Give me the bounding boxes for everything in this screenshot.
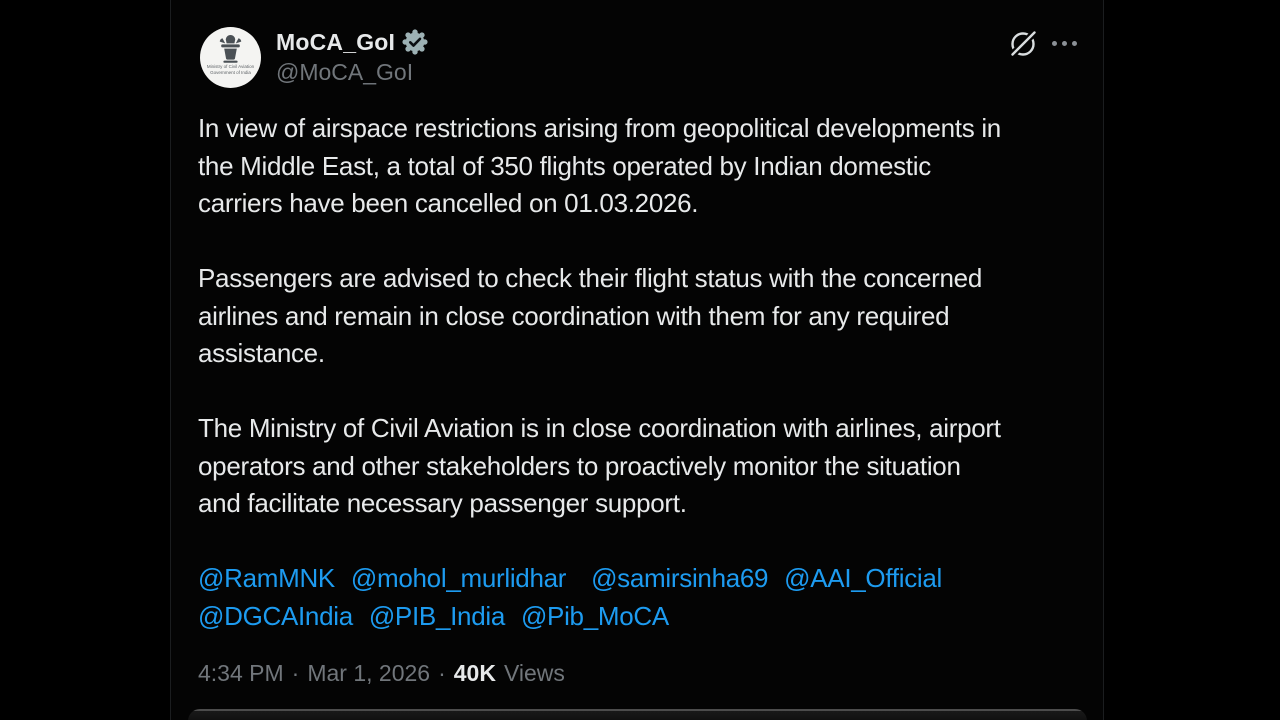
avatar[interactable]: [200, 27, 261, 88]
ellipsis-dot: [1072, 41, 1077, 46]
account-name-row[interactable]: [276, 28, 428, 56]
mention-line: [198, 560, 1103, 598]
paragraph-gap: [198, 223, 1103, 261]
tweet-line: In view of airspace restrictions arising from geopolitical developments in: [198, 113, 1001, 143]
views-count: 40K: [453, 660, 496, 686]
more-options-button[interactable]: [1047, 31, 1081, 55]
paragraph-gap: [198, 523, 1103, 561]
tweet-line: the Middle East, a total of 350 flights operated by Indian domestic: [198, 150, 931, 181]
tweet-line: The Ministry of Civil Aviation is in close coordination with airlines, airport: [198, 413, 1001, 443]
mention-link[interactable]: @RamMNK: [198, 563, 335, 593]
account-handle[interactable]: @MoCA_GoI: [276, 59, 414, 85]
paragraph-gap: [198, 373, 1103, 411]
tweet-line: and facilitate necessary passenger support.: [198, 488, 687, 518]
mention-link[interactable]: @mohol_murlidhar: [350, 563, 567, 593]
mention-link[interactable]: @PIB_India: [368, 600, 505, 631]
avatar-org-line1: Ministry of Civil Aviation: [206, 64, 255, 69]
ellipsis-dot: [1052, 41, 1057, 46]
mention-link[interactable]: @AAI_Official: [784, 563, 943, 593]
tweet-meta-row: [198, 660, 565, 687]
verified-badge-icon: [402, 29, 428, 55]
mention-line: [198, 598, 1103, 636]
tweet-line: Passengers are advised to check their flight status with the concerned: [198, 263, 982, 293]
india-emblem-icon: [217, 34, 244, 64]
meta-separator: ·: [438, 660, 446, 686]
ellipsis-dot: [1062, 41, 1067, 46]
grok-slashed-circle-icon: [1009, 30, 1037, 58]
mention-link[interactable]: @samirsinha69: [591, 563, 769, 593]
avatar-org-line2: Government of India: [210, 69, 251, 75]
account-display-name[interactable]: MoCA_GoI: [276, 29, 396, 55]
grok-actions-button[interactable]: [1009, 30, 1037, 58]
mention-link[interactable]: @Pib_MoCA: [520, 600, 669, 631]
timestamp-time: 4:34 PM: [198, 660, 284, 686]
tweet-line: operators and other stakeholders to proactively monitor the situation: [198, 450, 961, 481]
tweet-card: [170, 0, 1104, 720]
tweet-line: airlines and remain in close coordination with them for any required: [198, 300, 950, 331]
tweet-line: assistance.: [198, 338, 325, 368]
reply-input-bar[interactable]: [188, 709, 1087, 720]
meta-separator: ·: [291, 660, 300, 686]
views-label: Views: [503, 660, 565, 686]
timestamp-date: Mar 1, 2026: [307, 660, 431, 686]
mention-link[interactable]: @DGCAIndia: [198, 600, 353, 631]
tweet-text: [198, 110, 1103, 635]
tweet-line: carriers have been cancelled on 01.03.2026.: [198, 188, 699, 218]
